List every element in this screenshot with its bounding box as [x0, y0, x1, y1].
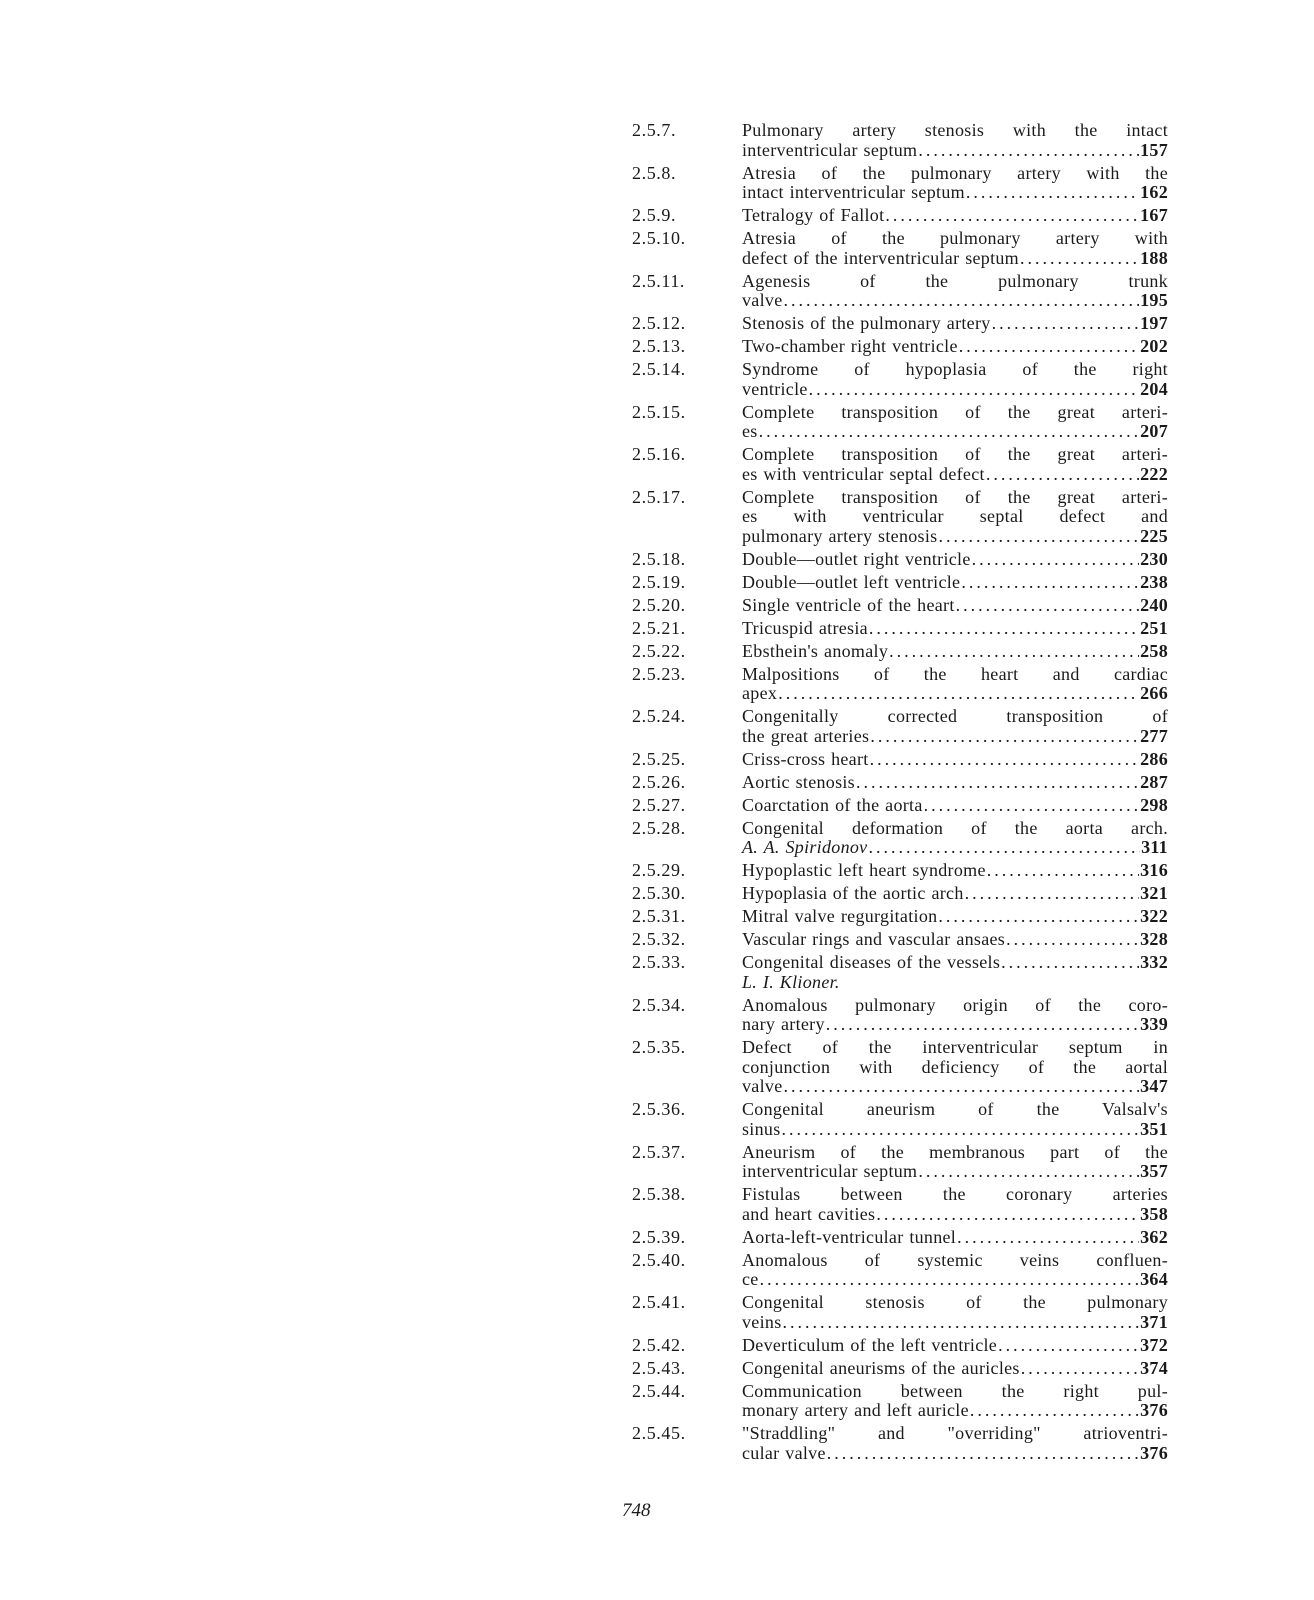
section-number: 2.5.45.	[632, 1423, 686, 1443]
section-title	[742, 1251, 1168, 1290]
dot-leader	[938, 907, 1139, 927]
section-title	[742, 550, 1168, 570]
toc-entry	[632, 953, 1168, 992]
title-last-line	[742, 337, 1168, 357]
section-number: 2.5.27.	[632, 794, 686, 815]
section-number: 2.5.32.	[632, 929, 686, 949]
title-last-line	[742, 1313, 1168, 1333]
dot-leader	[966, 183, 1139, 203]
title-line: Communication between the right pul-	[742, 1380, 1168, 1401]
page-ref: 286	[1140, 748, 1168, 769]
section-title	[742, 121, 1168, 160]
title-line: Congenital aneurism of the Valsalv's	[742, 1099, 1168, 1119]
title-line: Complete transposition of the great arteri-	[742, 486, 1168, 507]
page-ref: 258	[1140, 640, 1168, 661]
title-text: Double—outlet left ventricle	[742, 571, 961, 592]
toc-entry	[632, 619, 1168, 639]
page-ref: 167	[1140, 205, 1168, 225]
page-ref: 374	[1140, 1357, 1168, 1378]
section-title	[742, 1336, 1168, 1356]
toc-entry	[632, 445, 1168, 484]
title-text: intact interventricular septum	[742, 182, 965, 202]
dot-leader	[870, 727, 1139, 747]
title-text: cular valve	[742, 1442, 826, 1463]
section-number: 2.5.17.	[632, 486, 686, 507]
dot-leader	[783, 1077, 1139, 1097]
title-last-line	[742, 314, 1168, 334]
toc-entry	[632, 1251, 1168, 1290]
title-line: Fistulas between the coronary arteries	[742, 1184, 1168, 1204]
title-last-line	[742, 1444, 1168, 1464]
title-text: Congenital aneurisms of the auricles	[742, 1357, 1020, 1378]
toc-entry	[632, 796, 1168, 816]
section-title	[742, 1185, 1168, 1224]
section-title	[742, 750, 1168, 770]
title-line: Defect of the interventricular septum in	[742, 1037, 1168, 1057]
title-text: nary artery	[742, 1014, 825, 1034]
dot-leader	[1021, 1359, 1139, 1379]
section-title	[742, 1038, 1168, 1097]
section-title	[742, 1293, 1168, 1332]
title-line: es with ventricular septal defect and	[742, 506, 1168, 526]
page-ref: 195	[1140, 290, 1168, 310]
title-line: Atresia of the pulmonary artery with	[742, 228, 1168, 248]
section-title	[742, 272, 1168, 311]
toc-entry	[632, 360, 1168, 399]
toc-entry	[632, 337, 1168, 357]
dot-leader	[778, 684, 1139, 704]
page-ref: 197	[1140, 313, 1168, 333]
page-ref: 162	[1140, 182, 1168, 202]
dot-leader	[972, 550, 1139, 570]
page-ref: 222	[1140, 463, 1168, 484]
dot-leader	[809, 380, 1139, 400]
title-line: Congenital deformation of the aorta arch.	[742, 817, 1168, 838]
section-number: 2.5.42.	[632, 1334, 686, 1355]
section-title	[742, 1359, 1168, 1379]
page-number: 748	[622, 1500, 651, 1521]
title-text: Tetralogy of Fallot	[742, 205, 885, 225]
toc-entry	[632, 403, 1168, 442]
title-text: interventricular septum	[742, 1161, 918, 1181]
dot-leader	[1001, 953, 1139, 973]
section-number: 2.5.8.	[632, 162, 677, 183]
page-ref: 371	[1140, 1311, 1168, 1332]
dot-leader	[1020, 249, 1139, 269]
dot-leader	[889, 642, 1139, 662]
title-text: valve	[742, 290, 783, 310]
page-ref: 376	[1140, 1400, 1168, 1420]
toc-entry	[632, 884, 1168, 904]
title-last-line	[742, 1359, 1168, 1379]
dot-leader	[992, 314, 1140, 334]
title-text: the great arteries	[742, 725, 870, 746]
section-title	[742, 445, 1168, 484]
title-line: Anomalous of systemic veins confluen-	[742, 1249, 1168, 1270]
dot-leader	[783, 291, 1139, 311]
page-ref: 204	[1140, 378, 1168, 399]
section-title	[742, 1228, 1168, 1248]
dot-leader	[970, 1401, 1139, 1421]
title-last-line	[742, 1270, 1168, 1290]
dot-leader	[938, 527, 1139, 547]
title-text: A. A. Spiridonov	[742, 837, 868, 857]
title-text: Stenosis of the pulmonary artery	[742, 313, 991, 333]
title-last-line	[742, 750, 1168, 770]
dot-leader	[965, 884, 1139, 904]
dot-leader	[760, 1270, 1140, 1290]
dot-leader	[759, 422, 1139, 442]
title-text: Aorta-left-ventricular tunnel	[742, 1226, 957, 1247]
toc-entry	[632, 1228, 1168, 1248]
title-last-line	[742, 684, 1168, 704]
page-ref: 321	[1140, 883, 1168, 903]
section-number: 2.5.7.	[632, 120, 677, 140]
section-number: 2.5.40.	[632, 1249, 686, 1270]
title-text: Criss-cross heart	[742, 748, 869, 769]
page-ref: 376	[1140, 1442, 1168, 1463]
title-last-line	[742, 838, 1168, 858]
toc-entry	[632, 272, 1168, 311]
title-text: valve	[742, 1076, 783, 1096]
page-ref: 347	[1140, 1076, 1168, 1096]
section-number: 2.5.38.	[632, 1184, 686, 1204]
page-ref: 372	[1140, 1334, 1168, 1355]
section-number: 2.5.18.	[632, 548, 686, 569]
title-line: Pulmonary artery stenosis with the intact	[742, 120, 1168, 140]
section-number: 2.5.41.	[632, 1292, 686, 1312]
title-line: Complete transposition of the great arteri-	[742, 444, 1168, 464]
page-ref: 364	[1140, 1269, 1168, 1289]
title-text: apex	[742, 683, 778, 703]
author-name: L. I. Klioner.	[742, 971, 840, 992]
toc-entry	[632, 707, 1168, 746]
title-text: es	[742, 421, 758, 441]
section-number: 2.5.28.	[632, 817, 686, 838]
section-number: 2.5.29.	[632, 860, 686, 880]
section-title	[742, 773, 1168, 793]
title-line: Agenesis of the pulmonary trunk	[742, 270, 1168, 291]
section-number: 2.5.39.	[632, 1226, 686, 1247]
title-text: Congenital diseases of the vessels	[742, 952, 1001, 972]
toc-entry	[632, 930, 1168, 950]
dot-leader	[869, 619, 1139, 639]
section-number: 2.5.21.	[632, 617, 686, 638]
page-ref: 332	[1140, 952, 1168, 972]
section-number: 2.5.26.	[632, 771, 686, 792]
title-last-line	[742, 930, 1168, 950]
title-last-line	[742, 380, 1168, 400]
title-last-line	[742, 206, 1168, 226]
title-last-line	[742, 727, 1168, 747]
toc-entry	[632, 121, 1168, 160]
toc-entry	[632, 642, 1168, 662]
page-ref: 277	[1140, 725, 1168, 746]
section-title	[742, 665, 1168, 704]
dot-leader	[998, 1336, 1139, 1356]
title-line: Atresia of the pulmonary artery with the	[742, 162, 1168, 183]
section-number: 2.5.30.	[632, 883, 686, 903]
section-title	[742, 1424, 1168, 1463]
section-title	[742, 996, 1168, 1035]
title-text: veins	[742, 1311, 782, 1332]
page-ref: 240	[1140, 594, 1168, 615]
section-number: 2.5.19.	[632, 571, 686, 592]
toc-entry	[632, 665, 1168, 704]
section-title	[742, 314, 1168, 334]
toc-entry	[632, 1293, 1168, 1332]
title-text: ventricle	[742, 378, 808, 399]
section-number: 2.5.13.	[632, 336, 686, 356]
toc-entry	[632, 1336, 1168, 1356]
page-ref: 316	[1140, 860, 1168, 880]
page-ref: 339	[1140, 1014, 1168, 1034]
dot-leader	[918, 141, 1139, 161]
toc-entry	[632, 1038, 1168, 1097]
title-text: Coarctation of the aorta	[742, 794, 923, 815]
title-last-line	[742, 596, 1168, 616]
title-text: Double—outlet right ventricle	[742, 548, 971, 569]
page-ref: 157	[1140, 139, 1168, 160]
title-last-line	[742, 1401, 1168, 1421]
dot-leader	[870, 750, 1140, 770]
page-ref: 362	[1140, 1226, 1168, 1247]
title-last-line	[742, 619, 1168, 639]
title-text: monary artery and left auricle	[742, 1400, 969, 1420]
page-ref: 238	[1140, 571, 1168, 592]
toc-entry	[632, 206, 1168, 226]
section-title	[742, 1382, 1168, 1421]
page-ref: 207	[1140, 421, 1168, 441]
title-last-line	[742, 527, 1168, 547]
page-ref: 251	[1140, 617, 1168, 638]
title-last-line	[742, 773, 1168, 793]
title-last-line	[742, 1336, 1168, 1356]
title-text: interventricular septum	[742, 139, 918, 160]
title-line: Complete transposition of the great arteri-	[742, 401, 1168, 422]
toc-entry	[632, 1382, 1168, 1421]
page-ref: 351	[1140, 1118, 1168, 1139]
title-text: ce	[742, 1269, 759, 1289]
toc-entry	[632, 1100, 1168, 1139]
section-title	[742, 907, 1168, 927]
dot-leader	[1006, 930, 1139, 950]
dot-leader	[782, 1120, 1140, 1140]
section-number: 2.5.11.	[632, 270, 686, 291]
title-text: Hypoplasia of the aortic arch	[742, 883, 964, 903]
title-text: Tricuspid atresia	[742, 617, 868, 638]
dot-leader	[957, 1228, 1139, 1248]
dot-leader	[783, 1313, 1140, 1333]
title-text: Ebsthein's anomaly	[742, 640, 889, 661]
title-last-line	[742, 141, 1168, 161]
dot-leader	[918, 1162, 1139, 1182]
title-last-line	[742, 796, 1168, 816]
title-last-line	[742, 907, 1168, 927]
page-ref: 358	[1140, 1203, 1168, 1224]
section-title	[742, 819, 1168, 858]
title-text: Deverticulum of the left ventricle	[742, 1334, 998, 1355]
dot-leader	[987, 861, 1139, 881]
title-last-line	[742, 1015, 1168, 1035]
section-title	[742, 619, 1168, 639]
section-number: 2.5.20.	[632, 594, 686, 615]
toc-entry	[632, 1359, 1168, 1379]
title-text: Single ventricle of the heart	[742, 594, 955, 615]
title-last-line	[742, 249, 1168, 269]
section-title	[742, 953, 1168, 992]
toc-entry	[632, 907, 1168, 927]
title-text: Two-chamber right ventricle	[742, 336, 958, 356]
toc-entry	[632, 164, 1168, 203]
title-line: Congenitally corrected transposition of	[742, 706, 1168, 726]
page-ref: 230	[1140, 548, 1168, 569]
toc-entry	[632, 750, 1168, 770]
toc-entry	[632, 861, 1168, 881]
title-last-line	[742, 642, 1168, 662]
dot-leader	[827, 1444, 1139, 1464]
title-text: sinus	[742, 1118, 781, 1139]
section-title	[742, 642, 1168, 662]
section-number: 2.5.31.	[632, 906, 686, 926]
table-of-contents	[632, 121, 1168, 1467]
title-line: conjunction with deficiency of the aortal	[742, 1056, 1168, 1077]
section-title	[742, 1100, 1168, 1139]
section-number: 2.5.15.	[632, 401, 686, 422]
toc-entry	[632, 996, 1168, 1035]
dot-leader	[856, 773, 1139, 793]
title-last-line	[742, 861, 1168, 881]
title-text: pulmonary artery stenosis	[742, 525, 938, 546]
title-text: Vascular rings and vascular ansaes	[742, 929, 1006, 949]
title-line: Malpositions of the heart and cardiac	[742, 663, 1168, 684]
title-last-line	[742, 1205, 1168, 1225]
section-number: 2.5.37.	[632, 1141, 686, 1162]
dot-leader	[956, 596, 1139, 616]
section-title	[742, 884, 1168, 904]
section-number: 2.5.33.	[632, 952, 686, 972]
title-line: Congenital stenosis of the pulmonary	[742, 1292, 1168, 1312]
section-number: 2.5.44.	[632, 1380, 686, 1401]
section-title	[742, 596, 1168, 616]
toc-entry	[632, 1424, 1168, 1463]
title-last-line	[742, 183, 1168, 203]
page-ref: 322	[1140, 906, 1168, 926]
toc-entry	[632, 550, 1168, 570]
toc-entry	[632, 488, 1168, 547]
section-title	[742, 861, 1168, 881]
toc-entry	[632, 314, 1168, 334]
toc-entry	[632, 1143, 1168, 1182]
title-line: Anomalous pulmonary origin of the coro-	[742, 994, 1168, 1015]
toc-entry	[632, 573, 1168, 593]
dot-leader	[986, 465, 1139, 485]
title-text: Aortic stenosis	[742, 771, 855, 792]
dot-leader	[826, 1015, 1139, 1035]
section-title	[742, 206, 1168, 226]
dot-leader	[924, 796, 1139, 816]
section-title	[742, 164, 1168, 203]
section-number: 2.5.22.	[632, 640, 686, 661]
page-ref: 298	[1140, 794, 1168, 815]
title-last-line	[742, 465, 1168, 485]
section-title	[742, 707, 1168, 746]
section-title	[742, 488, 1168, 547]
page-ref: 328	[1140, 929, 1168, 949]
section-number: 2.5.25.	[632, 748, 686, 769]
title-last-line	[742, 550, 1168, 570]
title-text: es with ventricular septal defect	[742, 463, 985, 484]
section-number: 2.5.23.	[632, 663, 686, 684]
toc-entry	[632, 819, 1168, 858]
section-number: 2.5.34.	[632, 994, 686, 1015]
toc-entry	[632, 596, 1168, 616]
title-last-line	[742, 1162, 1168, 1182]
section-number: 2.5.9.	[632, 205, 677, 225]
section-title	[742, 796, 1168, 816]
dot-leader	[885, 206, 1139, 226]
title-last-line	[742, 1077, 1168, 1097]
section-number: 2.5.10.	[632, 228, 686, 248]
dot-leader	[959, 337, 1139, 357]
toc-entry	[632, 1185, 1168, 1224]
title-line: "Straddling" and "overriding" atrioventri-	[742, 1423, 1168, 1443]
title-text: Hypoplastic left heart syndrome	[742, 860, 986, 880]
section-title	[742, 337, 1168, 357]
section-number: 2.5.24.	[632, 706, 686, 726]
page-ref: 357	[1140, 1161, 1168, 1181]
toc-entry	[632, 773, 1168, 793]
section-title	[742, 360, 1168, 399]
section-number: 2.5.16.	[632, 444, 686, 464]
section-title	[742, 573, 1168, 593]
title-last-line	[742, 573, 1168, 593]
toc-entry	[632, 229, 1168, 268]
section-number: 2.5.35.	[632, 1037, 686, 1057]
page-ref: 266	[1140, 683, 1168, 703]
page-ref: 202	[1140, 336, 1168, 356]
dot-leader	[868, 838, 1140, 858]
title-last-line	[742, 1228, 1168, 1248]
title-text: defect of the interventricular septum	[742, 247, 1019, 268]
section-title	[742, 1143, 1168, 1182]
title-line: Syndrome of hypoplasia of the right	[742, 359, 1168, 379]
title-last-line	[742, 953, 1168, 973]
section-title	[742, 403, 1168, 442]
title-line: Aneurism of the membranous part of the	[742, 1141, 1168, 1162]
section-title	[742, 229, 1168, 268]
title-text: and heart cavities	[742, 1203, 876, 1224]
title-last-line	[742, 1120, 1168, 1140]
page-ref: 188	[1140, 247, 1168, 268]
dot-leader	[876, 1205, 1139, 1225]
section-number: 2.5.12.	[632, 313, 686, 333]
section-title	[742, 930, 1168, 950]
title-last-line	[742, 884, 1168, 904]
section-number: 2.5.14.	[632, 359, 686, 379]
page-ref: 311	[1141, 837, 1168, 857]
section-number: 2.5.43.	[632, 1357, 686, 1378]
title-text: Mitral valve regurgitation	[742, 906, 938, 926]
page-ref: 225	[1140, 525, 1168, 546]
title-last-line	[742, 291, 1168, 311]
title-last-line	[742, 422, 1168, 442]
page-ref: 287	[1140, 771, 1168, 792]
dot-leader	[961, 573, 1139, 593]
section-number: 2.5.36.	[632, 1099, 686, 1119]
